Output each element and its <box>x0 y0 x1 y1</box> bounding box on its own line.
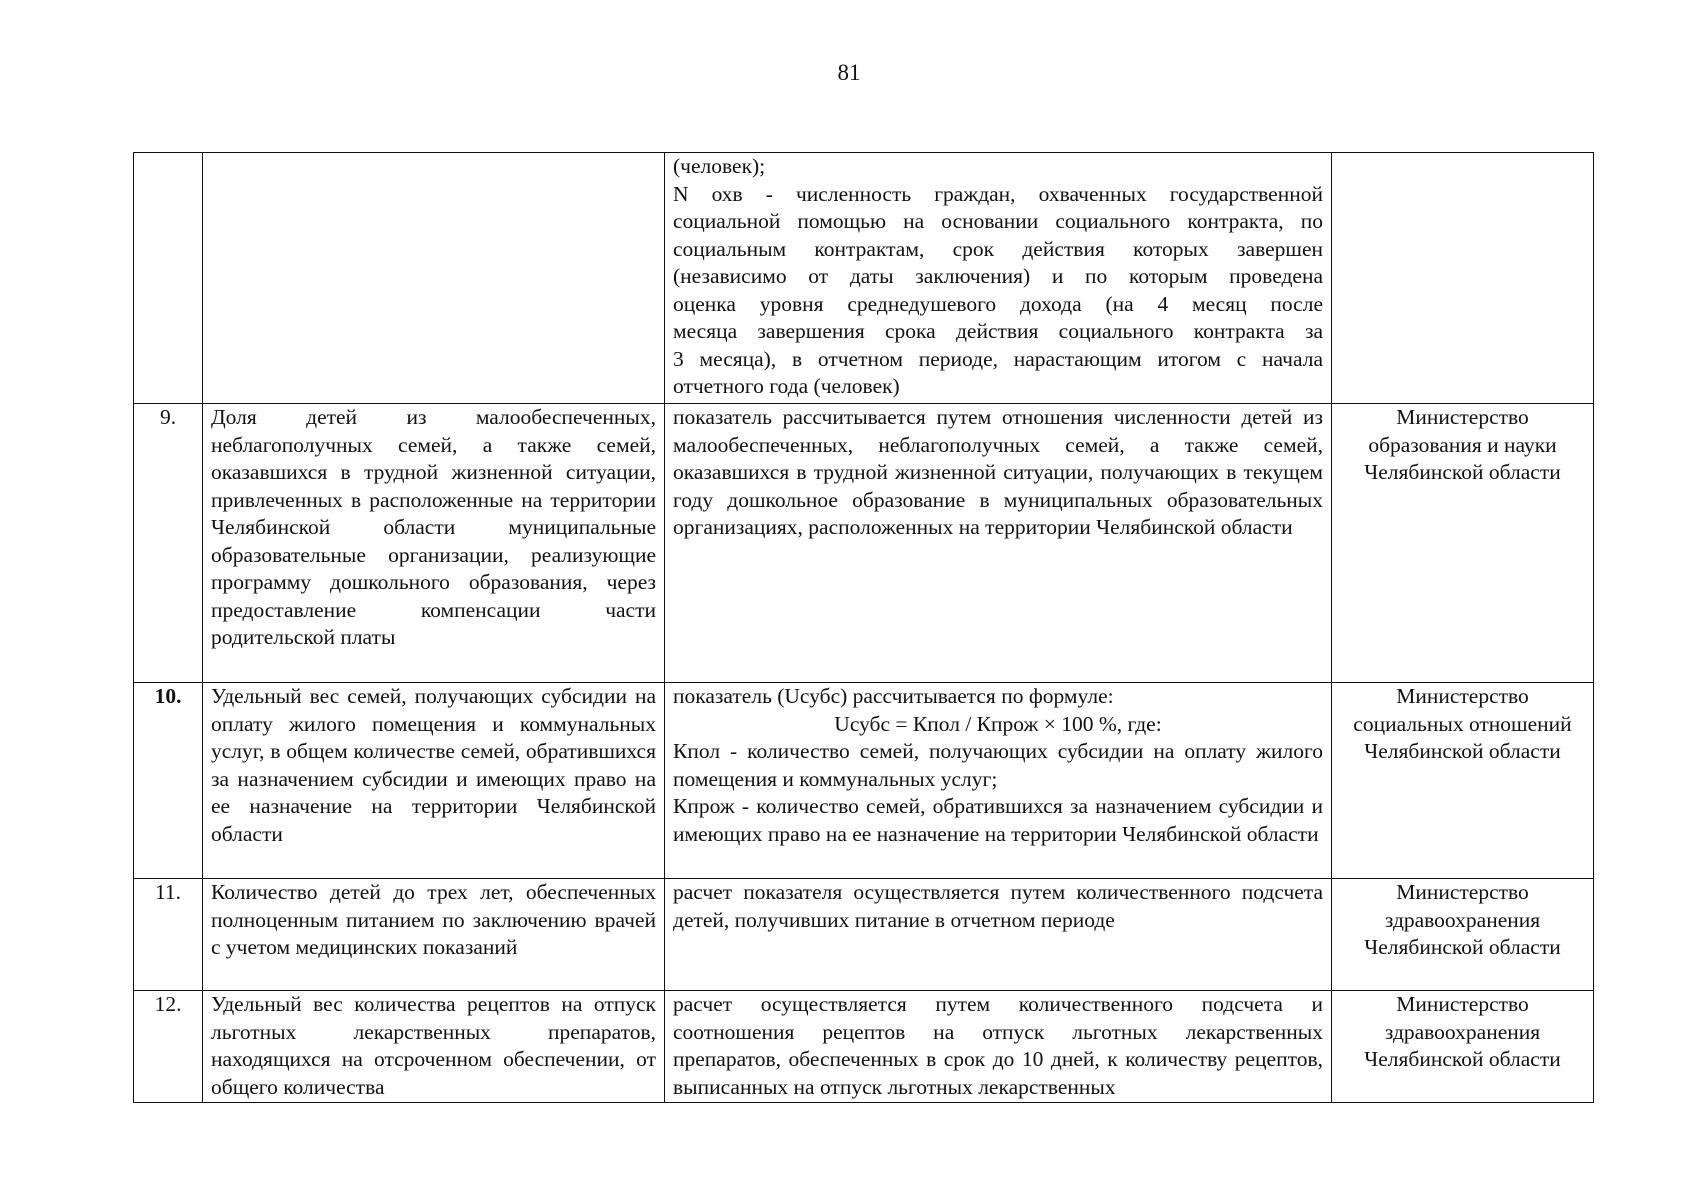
table-row <box>134 991 1594 1103</box>
table-row <box>134 683 1594 879</box>
indicator-name: Удельный вес семей, получающих субсидии на оплату жилого помещения и коммунальных услуг, в общем количестве семей, обратившихся за назначением субсидии и имеющих право на ее назначение на территории Челябинской области <box>203 683 665 879</box>
responsible-body: Министерство образования и науки Челябинской области <box>1332 404 1594 683</box>
row-number: 11. <box>134 879 203 991</box>
table-row <box>134 404 1594 683</box>
indicators-table <box>133 152 1594 1103</box>
method-line: (независимо от даты заключения) и по которым проведена <box>673 264 1323 288</box>
row-number: 12. <box>134 991 203 1103</box>
calculation-method: показатель рассчитывается путем отношения численности детей из малообеспеченных, неблагополучных семей, а также семей, оказавшихся в трудной жизненной ситуации, получающих в текущем году дошкольное образование в муниципальных образовательных организациях, расположенных на территории Челябинской области <box>665 404 1332 683</box>
responsible-body: Министерство социальных отношений Челябинской области <box>1332 683 1594 879</box>
definition-k-pol: Кпол - количество семей, получающих субсидии на оплату жилого помещения и коммунальных услуг; <box>673 739 1323 791</box>
indicator-name: Количество детей до трех лет, обеспеченных полноценным питанием по заключению врачей с учетом медицинских показаний <box>203 879 665 991</box>
table-row <box>134 153 1594 404</box>
calculation-method: расчет показателя осуществляется путем количественного подсчета детей, получивших питание в отчетном периоде <box>665 879 1332 991</box>
formula: Uсубс = Кпол / Кпрож × 100 %, где: <box>834 711 1162 736</box>
responsible-body <box>1332 153 1594 404</box>
table-row <box>134 879 1594 991</box>
method-line: социальной помощью на основании социального контракта, по <box>673 209 1323 233</box>
method-line: месяца завершения срока действия социального контракта за <box>673 319 1323 343</box>
method-line: оценка уровня среднедушевого дохода (на 4 месяц после <box>673 291 1323 316</box>
row-number <box>134 153 203 404</box>
calculation-method <box>665 153 1332 404</box>
indicator-name: Доля детей из малообеспеченных, неблагополучных семей, а также семей, оказавшихся в трудной жизненной ситуации, привлеченных в расположенные на территории Челябинской области муниципальные образовательные организации, реализующие программу дошкольного образования, через предоставление компенсации части родительской платы <box>203 404 665 683</box>
responsible-body: Министерство здравоохранения Челябинской области <box>1332 879 1594 991</box>
method-line: социальным контрактам, срок действия которых завершен <box>673 236 1323 261</box>
calculation-method <box>665 683 1332 879</box>
definition-k-prozh: Кпрож - количество семей, обратившихся за назначением субсидии и имеющих право на ее назначение на территории Челябинской области <box>673 794 1323 846</box>
page-number: 81 <box>837 60 861 85</box>
row-number: 9. <box>134 404 203 683</box>
indicator-name <box>203 153 665 404</box>
responsible-body: Министерство здравоохранения Челябинской области <box>1332 991 1594 1103</box>
method-line: (человек); <box>673 154 766 178</box>
method-intro: показатель (Uсубс) рассчитывается по формуле: <box>673 684 1114 708</box>
indicator-name: Удельный вес количества рецептов на отпуск льготных лекарственных препаратов, находящихся на отсроченном обеспечении, от общего количества <box>203 991 665 1103</box>
calculation-method: расчет осуществляется путем количественного подсчета и соотношения рецептов на отпуск льготных лекарственных препаратов, обеспеченных в срок до 10 дней, к количеству рецептов, выписанных на отпуск льготных лекарственных <box>665 991 1332 1103</box>
method-line: N охв - численность граждан, охваченных государственной <box>673 181 1323 206</box>
row-number: 10. <box>134 683 203 879</box>
method-line: 3 месяца), в отчетном периоде, нарастающим итогом с начала <box>673 346 1323 371</box>
method-line: отчетного года (человек) <box>673 374 900 398</box>
